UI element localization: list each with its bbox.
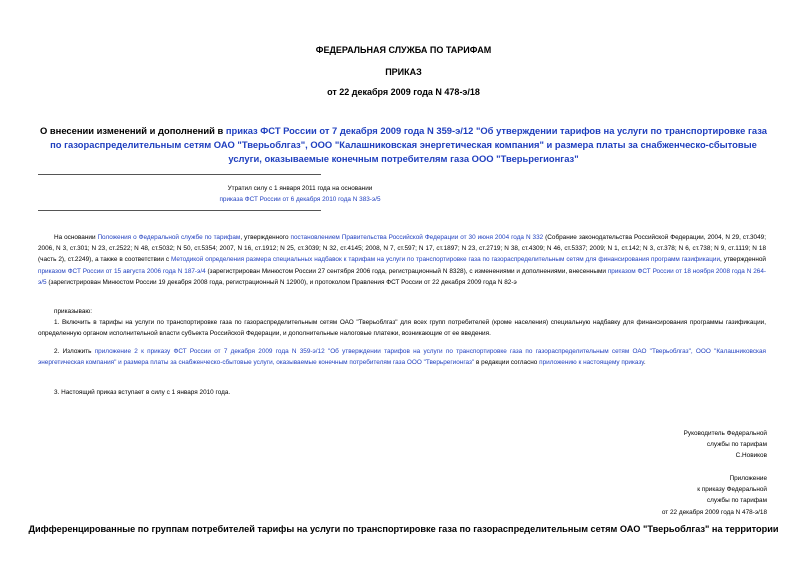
order-187-link[interactable]: приказом ФСТ России от 15 августа 2006 года N 187-э/4 bbox=[38, 267, 206, 275]
government-decree-link[interactable]: постановлением Правительства Российской Федерации от 30 июня 2004 года N 332 bbox=[290, 234, 544, 241]
preamble-paragraph bbox=[38, 232, 766, 288]
order-item-3: 3. Настоящий приказ вступает в силу с 1 января 2010 года. bbox=[54, 389, 231, 396]
order-item-2 bbox=[38, 346, 766, 368]
doc-type: ПРИКАЗ bbox=[385, 67, 422, 77]
appendix-line-4: от 22 декабря 2009 года N 478-э/18 bbox=[661, 508, 767, 516]
status-block bbox=[100, 183, 500, 205]
divider-bottom bbox=[38, 210, 321, 211]
doc-date-number: от 22 декабря 2009 года N 478-э/18 bbox=[327, 87, 480, 97]
document-title bbox=[40, 124, 767, 166]
repeal-order-link[interactable]: приказа ФСТ России от 6 декабря 2010 года N 383-э/5 bbox=[219, 196, 381, 204]
regulation-link[interactable]: Положения о Федеральной службе по тарифам bbox=[97, 234, 241, 241]
preamble-text-3: (Собрание законодательства Российской Федерации, 2004, N 29, ст.3049; 2006, N 3, ст.301; N 23, ст.2522; N 48, ст.5032; N 50, ст.5354; 2007, N 16, ст.1912; N 25, ст.3039; N 32, ст.4145; 2008, N 7, ст.597; N 17, ст.1897; N 23, ст.2719; N 38, ст.4309; N 46, ст.5337; 2009; N 1, ст.142; N 3, ст.378; N 6, ст.738; N 9, ст.1119; N 18 (часть 2), ст.2249), а также в соответствии с bbox=[38, 234, 766, 264]
preamble-text-4: , утвержденной bbox=[720, 256, 767, 264]
tariff-table-heading: Дифференцированные по группам потребителей тарифы на услуги по транспортировке газа по газораспределительным сетям ОАО "Тверьоблгаз" на территории bbox=[28, 524, 779, 534]
agency-name: ФЕДЕРАЛЬНАЯ СЛУЖБА ПО ТАРИФАМ bbox=[315, 45, 492, 55]
signature-line-1: Руководитель Федеральной bbox=[683, 430, 767, 437]
methodology-link[interactable]: Методикой определения размера специальных надбавок к тарифам на услуги по транспортировке газа по газораспределительным сетям для финансирования программ газификации bbox=[171, 256, 721, 264]
appendix-line-1: Приложение bbox=[729, 475, 767, 482]
preamble-text-6: (зарегистрирован Минюстом России 19 декабря 2008 года, регистрационный N 12900), и протоколом Правления ФСТ России от 22 декабря 2009 года N 82-э bbox=[46, 278, 517, 286]
this-order-appendix-link[interactable]: приложению к настоящему приказу bbox=[539, 359, 644, 367]
preamble-text-5: (зарегистрирован Минюстом России 27 сентября 2006 года, регистрационный N 8328), с изменениями и дополнениями, внесенными bbox=[205, 267, 608, 275]
item2-text-1: 2. Изложить bbox=[54, 348, 95, 355]
signature-block bbox=[567, 428, 767, 462]
appendix-line-2: к приказу Федеральной bbox=[697, 486, 767, 494]
order-word: приказываю: bbox=[54, 308, 92, 315]
title-prefix: О внесении изменений и дополнений в bbox=[40, 125, 226, 136]
divider-top bbox=[38, 174, 321, 175]
order-item-1: 1. Включить в тарифы на услуги по транспортировке газа по газораспределительным сетям ОАО "Тверьоблгаз" для всех групп потребителей (кроме населения) специальную надбавку для финансирования программы газификации, определенную органом исполнительной власти субъекта Российской Федерации, и дополнительные налоговые платежи, возникающие от ее введения. bbox=[38, 319, 766, 338]
preamble-text-1: На основании bbox=[54, 234, 98, 241]
appendix-line-3: службы по тарифам bbox=[706, 497, 767, 505]
appendix-2-link[interactable]: приложение 2 к приказу ФСТ России от 7 декабря 2009 года N 359-э/12 "Об утверждении тарифов на услуги по транспортировке газа по газораспределительным сетям ОАО "Тверьоблгаз", ООО "Калашниковская энергетическая компания" и размера платы за снабженческо-сбытовые услуги, оказываемые конечным потребителям газа ООО "Тверьрегионгаз" bbox=[38, 348, 767, 367]
order-264-link[interactable]: приказом ФСТ России от 18 ноября 2008 года N 264-э/5 bbox=[38, 267, 767, 286]
signer-name: С.Новиков bbox=[735, 452, 767, 460]
item2-text-3: . bbox=[643, 359, 646, 367]
item2-text-2: в редакции согласно bbox=[474, 359, 540, 367]
appendix-block bbox=[527, 473, 767, 518]
status-line: Утратил силу с 1 января 2011 года на основании bbox=[227, 185, 373, 192]
preamble-text-2: , утвержденного bbox=[240, 234, 291, 241]
amended-order-link[interactable]: приказ ФСТ России от 7 декабря 2009 года N 359-э/12 "Об утверждении тарифов на услуги по транспортировке газа по газораспределительным сетям ОАО "Тверьоблгаз", ООО "Калашниковская энергетическая компания" и размера платы за снабженческо-сбытовые услуги, оказываемые конечным потребителям газа ООО "Тверьрегионгаз" bbox=[50, 125, 767, 164]
signature-line-2: службы по тарифам bbox=[706, 441, 767, 449]
